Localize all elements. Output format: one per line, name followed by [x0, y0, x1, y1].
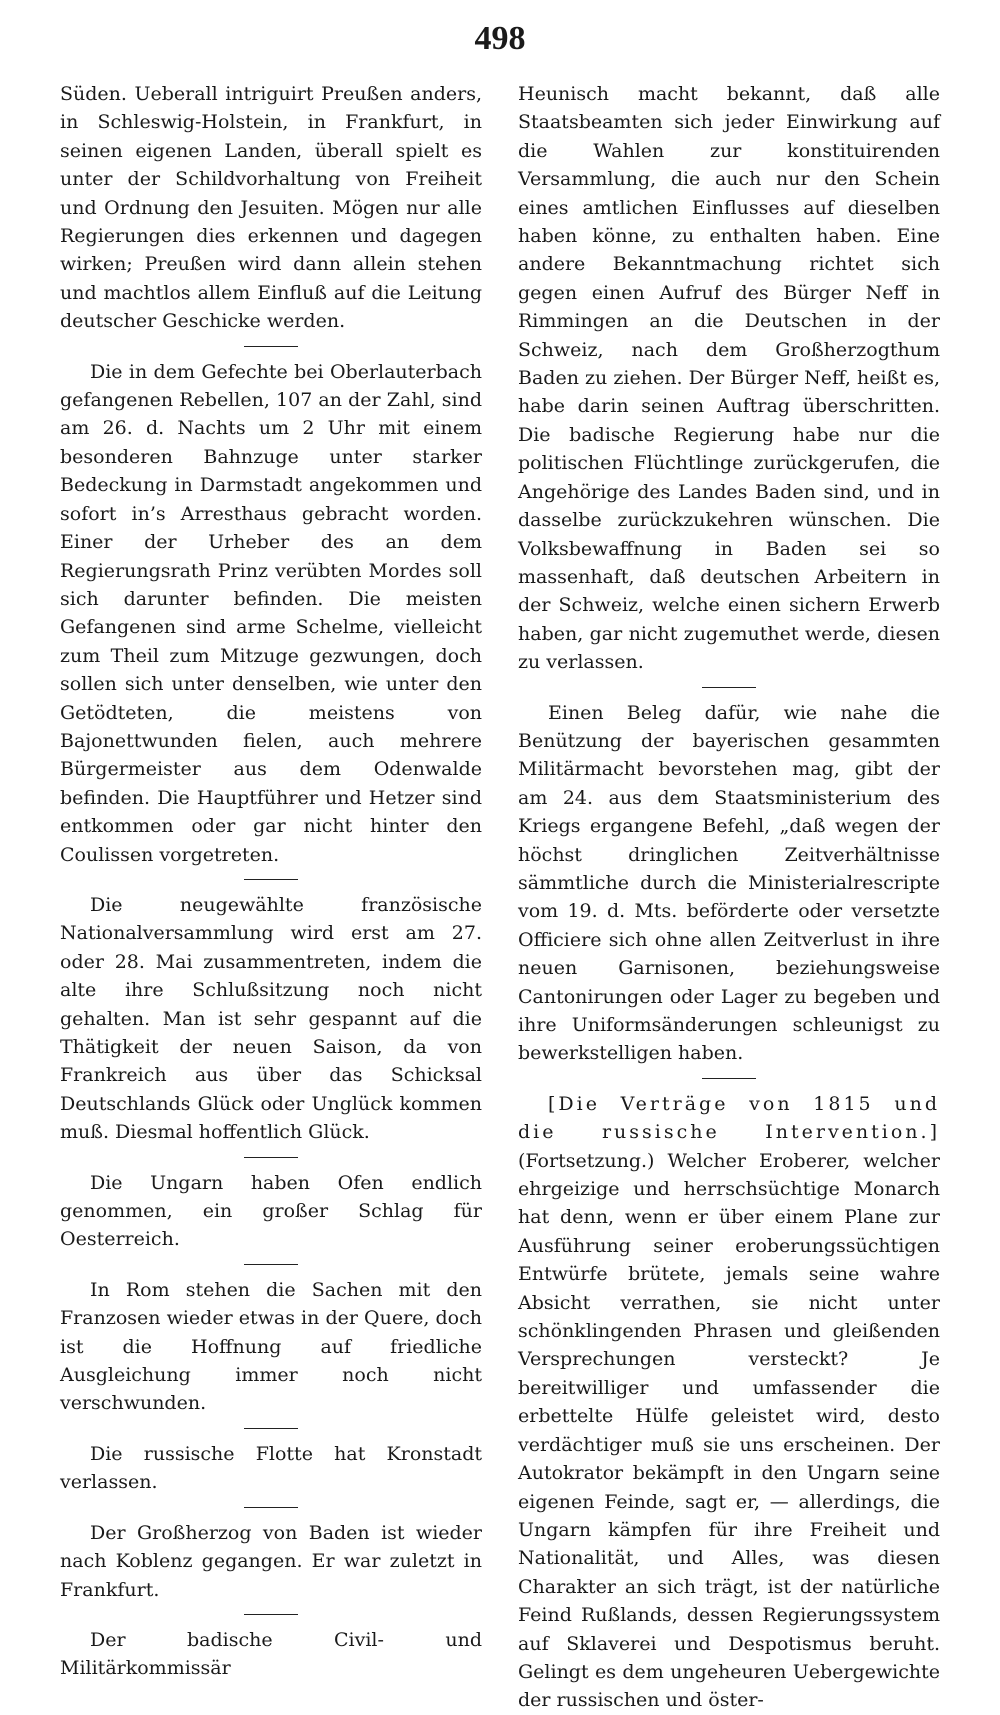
section-divider	[702, 1078, 756, 1079]
article-paragraph: Heunisch macht bekannt, daß alle Staatsbeamten sich jeder Einwirkung auf die Wahlen zur konstituirenden Versammlung, die auch nur den Schein eines amtlichen Einflusses auf dieselben haben könne, zu enthalten haben. Eine andere Bekanntmachung richtet sich gegen einen Aufruf des Bürger Neff in Rimmingen an die Deutschen in der Schweiz, nach dem Großherzogthum Baden zu ziehen. Der Bürger Neff, heißt es, habe darin seinen Auftrag überschritten. Die badische Regierung habe nur die politischen Flüchtlinge zurückgerufen, die Angehörige des Landes Baden sind, und in dasselbe zurückzukehren wünschen. Die Volksbewaffnung in Baden sei so massenhaft, daß deutschen Arbeitern in der Schweiz, welche einen sichern Erwerb haben, gar nicht zugemuthet werde, diesen zu verlassen.	[518, 83, 940, 674]
page-number: 498	[474, 20, 526, 57]
article-heading: [Die Verträge von 1815 und die russische Intervention.]	[518, 1092, 940, 1144]
section-divider	[244, 346, 298, 347]
section-divider	[244, 1614, 298, 1615]
article-paragraph: Die russische Flotte hat Kronstadt verlassen.	[60, 1442, 482, 1494]
article-body: (Fortsetzung.) Welcher Eroberer, welcher ehrgeizige und herrschsüchtige Monarch hat denn, wenn er über einem Plane zur Ausführung seiner eroberungssüchtigen Entwürfe brütete, jemals seine wahre Absicht verrathen, sie nicht unter schönklingenden Phrasen und gleißenden Versprechungen versteckt? Je bereitwilliger und umfassender die erbettelte Hülfe geleistet wird, desto verdächtiger muß sie uns erscheinen. Der Autokrator bekämpft in den Ungarn seine eigenen Feinde, sagt er, — allerdings, die Ungarn kämpfen für ihre Freiheit und Nationalität, und Alles, was diesen Charakter an sich trägt, ist der natürliche Feind Rußlands, dessen Regierungssystem auf Sklaverei und Despotismus beruht. Gelingt es dem ungeheuren Uebergewichte der russischen und öster-	[518, 1149, 940, 1712]
article-paragraph: Die in dem Gefechte bei Oberlauterbach gefangenen Rebellen, 107 an der Zahl, sind am 26. d. Nachts um 2 Uhr mit einem besonderen Bahnzuge unter starker Bedeckung in Darmstadt angekommen und sofort in’s Arresthaus gebracht worden. Einer der Urheber des an dem Regierungsrath Prinz verübten Mordes soll sich darunter befinden. Die meisten Gefangenen sind arme Schelme, vielleicht zum Theil zum Mitzuge gezwungen, doch sollen sich unter denselben, wie unter den Getödteten, die meistens von Bajonettwunden fielen, auch mehrere Bürgermeister aus dem Odenwalde befinden. Die Hauptführer und Hetzer sind entkommen oder gar nicht hinter den Coulissen vorgetreten.	[60, 360, 482, 866]
article-paragraph: Die Ungarn haben Ofen endlich genommen, ein großer Schlag für Oesterreich.	[60, 1171, 482, 1251]
article-paragraph: Süden. Ueberall intriguirt Preußen anders, in Schleswig-Holstein, in Frankfurt, in seinen eigenen Landen, überall spielt es unter der Schildvorhaltung von Freiheit und Ordnung den Jesuiten. Mögen nur alle Regierungen dies erkennen und dagegen wirken; Preußen wird dann allein stehen und machtlos allem Einfluß auf die Leitung deutscher Geschicke werden.	[60, 83, 482, 333]
article-paragraph: Die neugewählte französische Nationalversammlung wird erst am 27. oder 28. Mai zusammentreten, indem die alte ihre Schlußsitzung noch nicht gehalten. Man ist sehr gespannt auf die Thätigkeit der neuen Saison, da von Frankreich aus über das Schicksal Deutschlands Glück oder Unglück kommen muß. Diesmal hoffentlich Glück.	[60, 893, 482, 1144]
right-column	[518, 80, 940, 1715]
section-divider	[244, 1428, 298, 1429]
article-paragraph: Der badische Civil- und Militärkommissär	[60, 1628, 482, 1680]
article-paragraph	[518, 1090, 940, 1715]
article-paragraph: Einen Beleg dafür, wie nahe die Benützung der bayerischen gesammten Militärmacht bevorstehen mag, gibt der am 24. aus dem Staatsministerium des Kriegs ergangene Befehl, „daß wegen der höchst dringlichen Zeitverhältnisse sämmtliche durch die Ministerialrescripte vom 19. d. Mts. beförderte oder versetzte Officiere sich ohne allen Zeitverlust in ihre neuen Garnisonen, beziehungsweise Cantonirungen oder Lager zu begeben und ihre Uniformsänderungen schleunigst zu bewerkstelligen haben.	[518, 701, 940, 1065]
section-divider	[244, 1507, 298, 1508]
section-divider	[702, 687, 756, 688]
left-column	[60, 80, 482, 1683]
section-divider	[244, 1157, 298, 1158]
article-paragraph: In Rom stehen die Sachen mit den Franzosen wieder etwas in der Quere, doch ist die Hoffnung auf friedliche Ausgleichung immer noch nicht verschwunden.	[60, 1278, 482, 1415]
article-paragraph: Der Großherzog von Baden ist wieder nach Koblenz gegangen. Er war zuletzt in Frankfurt.	[60, 1521, 482, 1601]
section-divider	[244, 879, 298, 880]
section-divider	[244, 1264, 298, 1265]
